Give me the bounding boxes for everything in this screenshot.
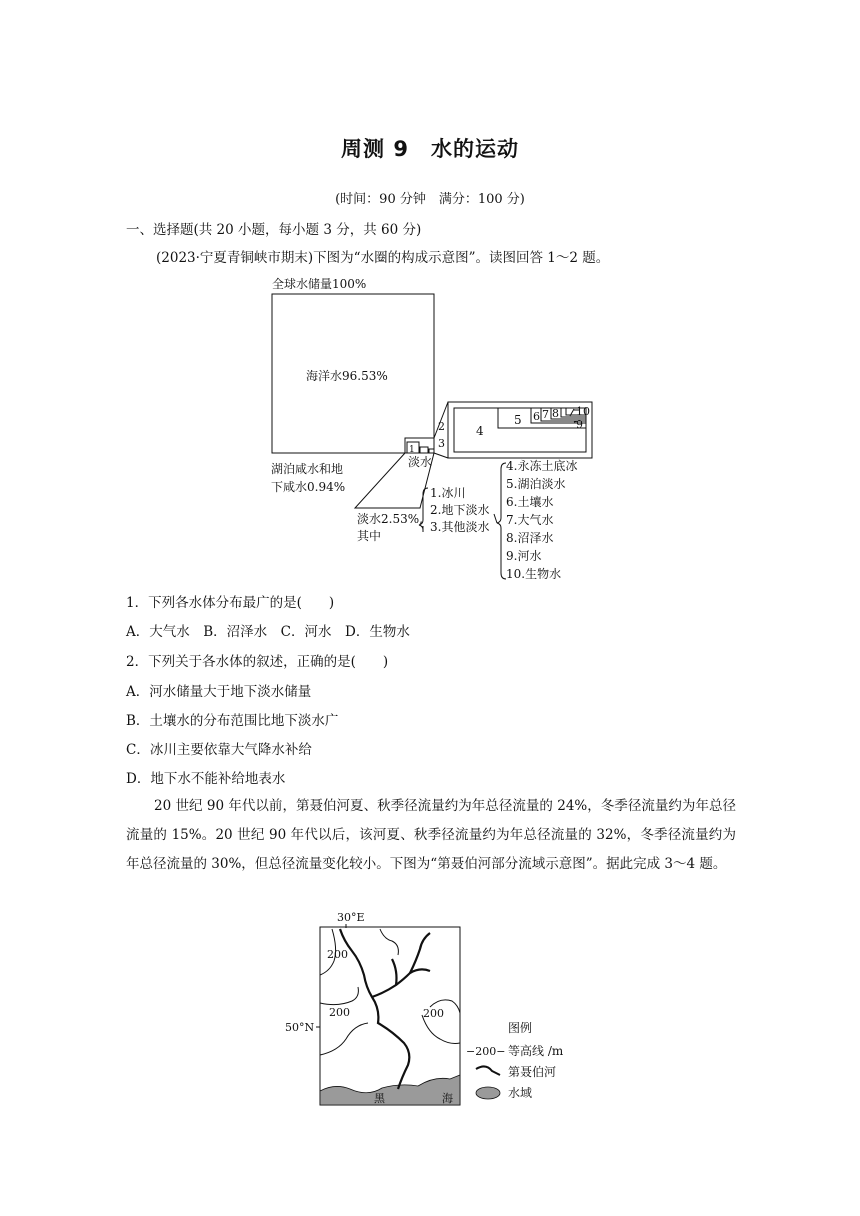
page-title: 周测 9 水的运动 [341, 137, 519, 161]
lat-label: 50°N [285, 1021, 315, 1034]
fresh-item-1: 1.冰川 [430, 486, 466, 500]
other-item-4: 4.永冻土底冰 [506, 459, 578, 473]
exam-meta: (时间：90 分钟 满分：100 分) [335, 192, 525, 207]
fresh-label-1: 淡水2.53%, [357, 512, 423, 526]
paragraph-text: 20 世纪 90 年代以前，第聂伯河夏、秋季径流量约为年总径流量的 24%，冬季径流量约为年总径流量的 15%。20 世纪 90 年代以后，该河夏、秋季径流量约为年总径流量的 32%，冬季径流量约为年总径流量的 30%，但总径流量变化较小。下图为“第聂伯河部分流域示意图”。据此完成 3～4 题。 [126, 798, 736, 872]
legend-contour: 等高线 /m [508, 1044, 564, 1058]
other-item-10: 10.生物水 [506, 567, 562, 581]
num-5: 5 [514, 413, 522, 427]
hydrosphere-diagram [0, 270, 860, 590]
num-9: 9 [576, 418, 583, 431]
legend-water: 水域 [508, 1086, 533, 1100]
saline-label-2: 下咸水0.94% [271, 480, 346, 494]
contour-label-2: 200 [329, 1006, 350, 1019]
legend-water-icon [476, 1087, 500, 1099]
legend-river-icon [476, 1066, 500, 1075]
question-1-stem: 1．下列各水体分布最广的是( ) [126, 595, 335, 611]
other-fresh-outer-box [448, 402, 592, 458]
other-item-5: 5.湖泊淡水 [506, 477, 566, 491]
other-brace [497, 463, 506, 579]
question-2-option-d: D．地下水不能补给地表水 [126, 771, 286, 787]
num-2: 2 [438, 420, 445, 433]
dnieper-map [280, 905, 600, 1113]
legend-contour-prefix: −200− [466, 1045, 506, 1058]
lon-label: 30°E [337, 911, 365, 924]
num-1: 1 [409, 445, 415, 455]
section-heading: 一、选择题(共 20 小题，每小题 3 分，共 60 分) [126, 222, 422, 238]
total-label: 全球水储量100% [272, 277, 367, 291]
ocean-label: 海洋水96.53% [306, 369, 388, 383]
num-6: 6 [533, 410, 540, 423]
fresh-brace [419, 488, 428, 532]
question-2-option-b: B．土壤水的分布范围比地下淡水广 [126, 713, 339, 729]
question-1-options: A．大气水 B．沼泽水 C．河水 D．生物水 [126, 624, 410, 640]
num-7: 7 [542, 408, 549, 421]
fresh-label-2: 其中 [357, 529, 382, 543]
num-10: 10 [576, 405, 590, 418]
num-8: 8 [552, 407, 559, 420]
intro-q1-2: (2023·宁夏青铜峡市期末)下图为“水圈的构成示意图”。读图回答 1～2 题。 [156, 250, 610, 266]
fresh-item-3: 3.其他淡水 [430, 520, 490, 534]
sea-label-1: 黑 [374, 1092, 385, 1105]
question-2-stem: 2．下列关于各水体的叙述，正确的是( ) [126, 654, 389, 670]
legend-title: 图例 [508, 1021, 533, 1035]
material-paragraph [126, 792, 736, 879]
fresh-small-label: 淡水 [408, 455, 433, 469]
black-sea [320, 1075, 460, 1105]
sea-label-2: 海 [442, 1092, 453, 1105]
other-item-6: 6.土壤水 [506, 495, 554, 509]
saline-label-1: 湖泊咸水和地 [271, 462, 344, 476]
legend-river: 第聂伯河 [508, 1065, 557, 1079]
question-2-option-a: A．河水储量大于地下淡水储量 [126, 684, 312, 700]
contour-label-1: 200 [327, 948, 348, 961]
other-item-9: 9.河水 [506, 549, 542, 563]
num-3: 3 [438, 437, 445, 450]
dnieper-river [340, 929, 430, 1089]
fresh-item-2: 2.地下淡水 [430, 503, 490, 517]
num-4: 4 [476, 424, 484, 438]
other-item-8: 8.沼泽水 [506, 531, 554, 545]
question-2-option-c: C．冰川主要依靠大气降水补给 [126, 742, 312, 758]
other-item-7: 7.大气水 [506, 513, 554, 527]
contour-label-3: 200 [423, 1007, 444, 1020]
